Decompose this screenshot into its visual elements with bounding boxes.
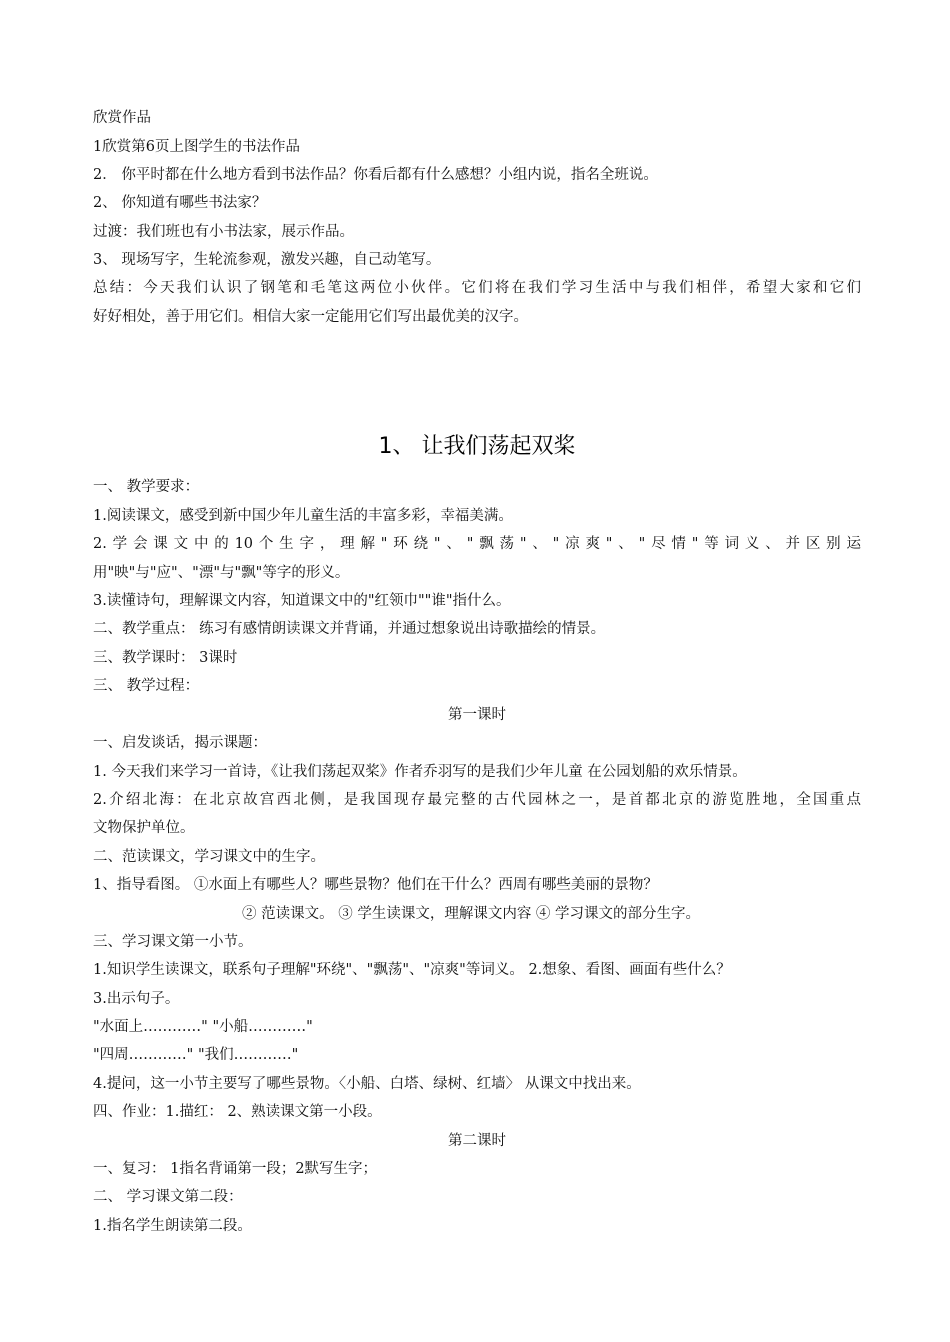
- list-item: 2、 你知道有哪些书法家？: [93, 195, 267, 211]
- quote-line: "水面上…………" "小船…………": [93, 1019, 313, 1035]
- list-item: 3、 现场写字，生轮流参观，激发兴趣，自己动笔写。: [93, 252, 441, 268]
- quote-line: "四周…………" "我们…………": [93, 1047, 299, 1063]
- section-heading: 四、作业：1.描红： 2、熟读课文第一小段。: [93, 1104, 382, 1120]
- list-item: 1. 今天我们来学习一首诗，《让我们荡起双桨》作者乔羽写的是我们少年儿童 在公园划船的欢乐情景。: [93, 764, 747, 780]
- list-item: 4.提问，这一小节主要写了哪些景物。〈小船、白塔、绿树、红墙〉 从课文中找出来。: [93, 1076, 641, 1092]
- list-item: 1欣赏第6页上图学生的书法作品: [93, 139, 300, 155]
- summary-line: 总结：今天我们认识了钢笔和毛笔这两位小伙伴。它们将在我们学习生活中与我们相伴，希望大家和它们: [93, 280, 861, 296]
- section-heading: 一、启发谈话，揭示课题：: [93, 735, 267, 751]
- list-item: 2.介绍北海：在北京故宫西北侧，是我国现存最完整的古代园林之一，是首都北京的游览胜地，全国重点: [93, 792, 861, 808]
- section-heading: 二、教学重点： 练习有感情朗读课文并背诵，并通过想象说出诗歌描绘的情景。: [93, 621, 606, 637]
- section-heading: 三、 教学过程：: [93, 678, 200, 694]
- list-item: 文物保护单位。: [93, 820, 195, 836]
- period-heading: 第二课时: [448, 1133, 506, 1149]
- summary-line: 好好相处，善于用它们。相信大家一定能用它们写出最优美的汉字。: [93, 309, 528, 325]
- list-item: 1.指名学生朗读第二段。: [93, 1218, 252, 1234]
- section-heading: 二、 学习课文第二段：: [93, 1189, 243, 1205]
- list-item: 1.知识学生读课文，联系句子理解"环绕"、"飘荡"、"凉爽"等词义。 2.想象、看图、画面有些什么？: [93, 962, 731, 978]
- section-heading: 欣赏作品: [93, 110, 151, 126]
- section-heading: 三、学习课文第一小节。: [93, 934, 253, 950]
- list-item: 用"映"与"应"、"漂"与"飘"等字的形义。: [93, 565, 350, 581]
- period-heading: 第一课时: [448, 707, 506, 723]
- list-item: 3.读懂诗句，理解课文内容，知道课文中的"红领巾""谁"指什么。: [93, 593, 511, 609]
- list-item: 1、指导看图。 ①水面上有哪些人？哪些景物？他们在干什么？西周有哪些美丽的景物？: [93, 877, 658, 893]
- list-item: 1.阅读课文，感受到新中国少年儿童生活的丰富多彩，幸福美满。: [93, 508, 513, 524]
- list-item: ② 范读课文。 ③ 学生读课文，理解课文内容 ④ 学习课文的部分生字。: [242, 906, 701, 922]
- list-item: 3.出示句子。: [93, 991, 180, 1007]
- section-heading: 一、 教学要求：: [93, 479, 200, 495]
- section-heading: 一、复习： 1指名背诵第一段；2默写生字；: [93, 1161, 378, 1177]
- list-item: 2.学会课文中的10个生字，理解"环绕"、"飘荡"、"凉爽"、"尽情"等词义、并区别运: [93, 536, 861, 552]
- section-heading: 三、教学课时： 3课时: [93, 650, 238, 666]
- transition-text: 过渡：我们班也有小书法家，展示作品。: [93, 224, 354, 240]
- lesson-title: 1、 让我们荡起双桨: [378, 434, 576, 459]
- list-item: 2． 你平时都在什么地方看到书法作品？你看后都有什么感想？小组内说，指名全班说。: [93, 167, 658, 183]
- section-heading: 二、范读课文，学习课文中的生字。: [93, 849, 325, 865]
